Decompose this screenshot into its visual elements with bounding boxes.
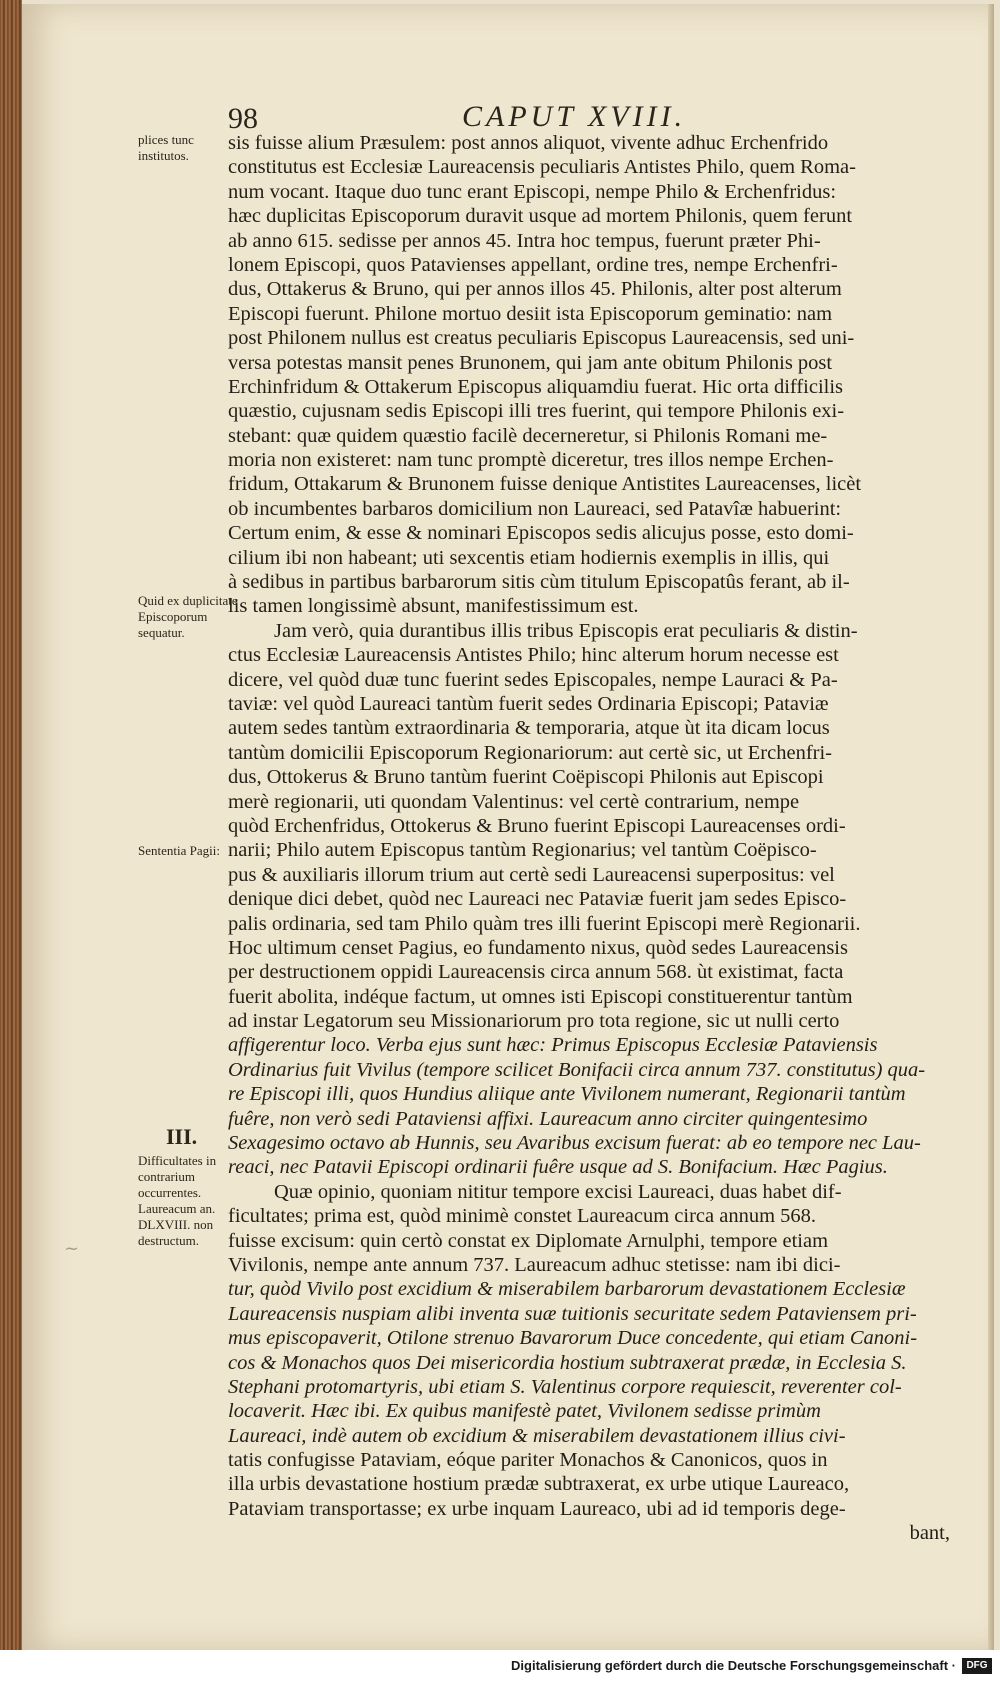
- text-line: Stephani protomartyris, ubi etiam S. Valentinus corpore requiescit, reverenter col-: [228, 1375, 902, 1398]
- text-line: dus, Ottakerus & Bruno, qui per annos illos 45. Philonis, alter post alterum: [228, 278, 842, 301]
- text-line: fuerit abolita, indéque factum, ut omnes isti Episcopi constituerentur tantùm: [228, 985, 853, 1008]
- page-edge: [988, 4, 994, 1650]
- margin-note-2: Quid ex duplicitate Episcoporum sequatur.: [138, 593, 238, 640]
- margin-note-3: Sententia Pagii:: [138, 843, 220, 858]
- text-line: Ordinarius fuit Vivilus (tempore scilicet Bonifacii circa annum 737. constitutus) qua-: [228, 1058, 926, 1081]
- text-line: Sexagesimo octavo ab Hunnis, seu Avaribus excisum fuerat: ab eo tempore nec Lau-: [228, 1132, 921, 1155]
- text-line: ab anno 615. sedisse per annos 45. Intra hoc tempus, fuerunt præter Phi-: [228, 229, 821, 252]
- text-line: fuisse excisum: quin certò constat ex Diplomate Arnulphi, tempore etiam: [228, 1229, 829, 1252]
- margin-note-1: plices tunc institutos.: [138, 132, 194, 163]
- text-line: ficultates; prima est, quòd minimè constet Laureacum circa annum 568.: [228, 1205, 817, 1228]
- text-line: quæstio, cujusnam sedis Episcopi illi tres fuerint, qui tempore Philonis exi-: [228, 400, 845, 423]
- text-line: ctus Ecclesiæ Laureacensis Antistes Philo; hinc alterum horum necesse est: [228, 644, 839, 667]
- text-line: fridum, Ottakarum & Brunonem fuisse denique Antistites Laureacenses, licèt: [228, 473, 862, 496]
- text-line: Vivilonis, nempe ante annum 737. Laureacum adhuc stetisse: nam ibi dici-: [228, 1253, 841, 1276]
- text-line: cos & Monachos quos Dei misericordia hostium subtraxerat prædæ, in Ecclesia S.: [228, 1351, 907, 1374]
- text-line: narii; Philo autem Episcopus tantùm Regionarius; vel tantùm Coëpisco-: [228, 839, 817, 862]
- text-line: reaci, nec Patavii Episcopi ordinarii fuêre usque ad S. Bonifacium. Hæc Pagius.: [228, 1156, 888, 1179]
- text-line: per destructionem oppidi Laureacensis circa annum 568. ùt existimat, facta: [228, 961, 844, 984]
- text-line: fuêre, non verò sedi Pataviensi affixi. Laureacum anno circiter quingentesimo: [228, 1107, 868, 1130]
- text-line: quòd Erchenfridus, Ottokerus & Bruno fuerint Episcopi Laureacenses ordi-: [228, 814, 846, 837]
- text-line: tur, quòd Vivilo post excidium & miserabilem barbarorum devastationem Ecclesiæ: [228, 1278, 906, 1301]
- text-line: autem sedes tantùm extraordinaria & temporaria, atque ùt ita dicam locus: [228, 717, 830, 740]
- running-title: CAPUT XVIII.: [462, 100, 687, 133]
- text-line: Episcopi fuerunt. Philone mortuo desiit ista Episcoporum geminatio: nam: [228, 302, 833, 325]
- text-line: Hoc ultimum censet Pagius, eo fundamento nixus, quòd sedes Laureacensis: [228, 936, 848, 959]
- text-line: mus episcopaverit, Otilone strenuo Bavarorum Duce concedente, qui etiam Canoni-: [228, 1327, 918, 1350]
- text-line: pus & auxiliaris illorum trium aut certè sedi Laureacensi superpositus: vel: [228, 863, 835, 886]
- text-line: Jam verò, quia durantibus illis tribus Episcopis erat peculiaris & distin-: [274, 619, 858, 642]
- margin-note-4: Difficultates in contrarium occurrentes. Laureacum an. DLXVIII. non destructum.: [138, 1153, 217, 1248]
- text-line: Quæ opinio, quoniam nititur tempore excisi Laureaci, duas habet dif-: [274, 1180, 842, 1203]
- body-text: [228, 131, 950, 1546]
- dfg-logo: DFG: [962, 1658, 992, 1674]
- text-line: stebant: quæ quidem quæstio facilè decerneretur, si Philonis Romani me-: [228, 424, 828, 447]
- text-line: re Episcopi illi, quos Hundius aliique ante Vivilonem numerant, Regionarii tantùm: [228, 1083, 906, 1106]
- book-edge: [0, 0, 22, 1650]
- text-line: Erchinfridum & Ottakerum Episcopus aliquamdiu fuerat. Hic orta difficilis: [228, 375, 844, 398]
- text-line: ad instar Legatorum seu Missionariorum pro tota regione, sic ut nulli certo: [228, 1010, 840, 1033]
- text-line: lonem Episcopi, quos Patavienses appellant, ordine tres, nempe Erchenfri-: [228, 253, 838, 276]
- text-line: moria non existeret: nam tunc promptè diceretur, tres illos nempe Erchen-: [228, 449, 834, 472]
- text-line: versa potestas mansit penes Brunonem, qui jam ante obitum Philonis post: [228, 351, 833, 374]
- text-line: locaverit. Hæc ibi. Ex quibus manifestè patet, Vivilonem sedisse primùm: [228, 1400, 821, 1423]
- footer-credit: Digitalisierung gefördert durch die Deutsche Forschungsgemeinschaft ·: [511, 1658, 956, 1673]
- margin-section-number: III.: [166, 1124, 198, 1149]
- text-line: sis fuisse alium Præsulem: post annos aliquot, vivente adhuc Erchenfrido: [228, 132, 829, 154]
- text-line: dicere, vel quòd duæ tunc fuerint sedes Episcopales, nempe Lauraci & Pa-: [228, 668, 838, 691]
- text-line: cilium ibi non habeant; uti sexcentis etiam hodiernis exemplis in illis, qui: [228, 546, 830, 569]
- text-line: palis ordinaria, sed tam Philo quàm tres illi fuerint Episcopi merè Regionarii.: [228, 912, 861, 935]
- pencil-mark-icon: ~: [64, 1238, 80, 1259]
- text-line: Certum enim, & esse & nominari Episcopos sedis alicujus posse, esto domi-: [228, 522, 854, 545]
- page-number: 98: [228, 102, 258, 135]
- text-line: illa urbis devastatione hostium prædæ subtraxerat, ex urbe utique Laureaco,: [228, 1473, 850, 1496]
- footer-bar: [0, 1650, 1000, 1683]
- text-line: affigerentur loco. Verba ejus sunt hæc: Primus Episcopus Ecclesiæ Pataviensis: [228, 1034, 878, 1057]
- text-line: Laureacensis nuspiam alibi inventa suæ tuitionis securitate sedem Pataviensem pri-: [228, 1302, 917, 1325]
- text-line: merè regionarii, uti quondam Valentinus: vel certè contrarium, nempe: [228, 790, 800, 813]
- text-line: denique dici debet, quòd nec Laureaci nec Pataviæ fuerit jam sedes Episco-: [228, 888, 847, 911]
- text-line: hæc duplicitas Episcoporum duravit usque ad mortem Philonis, quem ferunt: [228, 205, 853, 228]
- text-line: tantùm domicilii Episcoporum Regionariorum: aut certè sic, ut Erchenfri-: [228, 741, 833, 764]
- text-line: à sedibus in partibus barbarorum sitis cùm titulum Episcopatûs ferant, ab il-: [228, 571, 850, 594]
- text-line: ob incumbentes barbaros domicilium non Laureaci, sed Patavîæ habuerint:: [228, 497, 842, 520]
- text-line: taviæ: vel quòd Laureaci tantùm fuerit sedes Ordinaria Episcopi; Pataviæ: [228, 692, 829, 715]
- text-line: post Philonem nullus est creatus peculiaris Episcopus Laureacensis, sed uni-: [228, 327, 855, 350]
- text-line: num vocant. Itaque duo tunc erant Episcopi, nempe Philo & Erchenfridus:: [228, 180, 837, 203]
- text-line: bant,: [909, 1522, 950, 1545]
- text-line: constitutus est Ecclesiæ Laureacensis peculiaris Antistes Philo, quem Roma-: [228, 156, 856, 179]
- text-line: tatis confugisse Pataviam, eóque pariter Monachos & Canonicos, quos in: [228, 1449, 828, 1472]
- text-line: Pataviam transportasse; ex urbe inquam Laureaco, ubi ad id temporis dege-: [228, 1497, 846, 1520]
- text-line: dus, Ottokerus & Bruno tantùm fuerint Coëpiscopi Philonis aut Episcopi: [228, 766, 824, 789]
- text-line: lis tamen longissimè absunt, manifestissimum est.: [228, 595, 639, 618]
- text-line: Laureaci, indè autem ob excidium & miserabilem devastationem illius civi-: [228, 1424, 846, 1447]
